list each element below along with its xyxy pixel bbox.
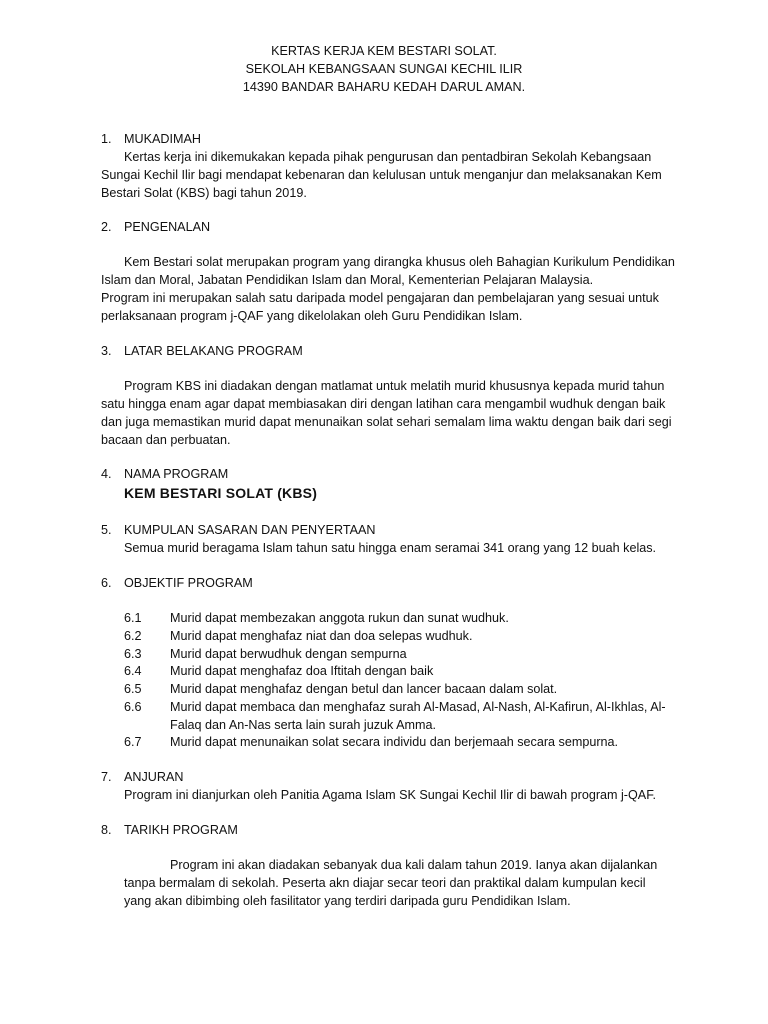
objective-number: 6.6 <box>124 700 142 714</box>
section-4-number: 4. <box>101 467 112 481</box>
school-address: 14390 BANDAR BAHARU KEDAH DARUL AMAN. <box>242 80 526 94</box>
section-3-line: bacaan dan perbuatan. <box>101 433 231 447</box>
section-6-title: OBJEKTIF PROGRAM <box>124 576 253 590</box>
objective-text: Murid dapat berwudhuk dengan sempurna <box>170 647 407 661</box>
section-8-number: 8. <box>101 823 112 837</box>
section-7-number: 7. <box>101 770 112 784</box>
section-8-line: Program ini akan diadakan sebanyak dua kali dalam tahun 2019. Ianya akan dijalankan <box>170 858 658 872</box>
objective-number: 6.7 <box>124 735 142 749</box>
objective-number: 6.2 <box>124 629 142 643</box>
section-3-number: 3. <box>101 344 112 358</box>
section-1-line: Sungai Kechil Ilir bagi mendapat kebenaran dan kelulusan untuk menganjur dan melaksanakan Kem <box>101 168 662 182</box>
section-7-text: Program ini dianjurkan oleh Panitia Agama Islam SK Sungai Kechil Ilir di bawah program j-QAF. <box>124 788 656 802</box>
section-3-line: Program KBS ini diadakan dengan matlamat untuk melatih murid khususnya kepada murid tahun <box>124 379 665 393</box>
section-3-title: LATAR BELAKANG PROGRAM <box>124 344 303 358</box>
objective-text: Murid dapat menunaikan solat secara individu dan berjemaah secara sempurna. <box>170 735 619 749</box>
section-2-line: perlaksanaan program j-QAF yang dikelolakan oleh Guru Pendidikan Islam. <box>101 309 523 323</box>
objective-number: 6.5 <box>124 682 142 696</box>
section-2-line: Islam dan Moral, Jabatan Pendidikan Islam dan Moral, Kementerian Pelajaran Malaysia. <box>101 273 594 287</box>
section-2-number: 2. <box>101 220 112 234</box>
section-1-title: MUKADIMAH <box>124 132 201 146</box>
section-2-line: Kem Bestari solat merupakan program yang dirangka khusus oleh Bahagian Kurikulum Pendidikan <box>124 255 675 269</box>
objective-text: Murid dapat menghafaz niat dan doa selepas wudhuk. <box>170 629 473 643</box>
objective-number: 6.1 <box>124 611 142 625</box>
program-name: KEM BESTARI SOLAT (KBS) <box>124 485 318 501</box>
objective-text-continued: Falaq dan An-Nas serta lain surah juzuk Amma. <box>170 718 436 732</box>
section-8-line: yang akan dibimbing oleh fasilitator yang terdiri daripada guru Pendidikan Islam. <box>124 894 571 908</box>
section-7-title: ANJURAN <box>124 770 184 784</box>
objective-number: 6.4 <box>124 664 142 678</box>
objective-text: Murid dapat menghafaz doa Iftitah dengan baik <box>170 664 434 678</box>
section-1-line: Bestari Solat (KBS) bagi tahun 2019. <box>101 186 307 200</box>
objective-number: 6.3 <box>124 647 142 661</box>
objective-text: Murid dapat membezakan anggota rukun dan sunat wudhuk. <box>170 611 509 625</box>
section-4-title: NAMA PROGRAM <box>124 467 229 481</box>
objective-text: Murid dapat membaca dan menghafaz surah Al-Masad, Al-Nash, Al-Kafirun, Al-Ikhlas, Al- <box>170 700 666 714</box>
document-title: KERTAS KERJA KEM BESTARI SOLAT. <box>271 44 497 58</box>
section-5-text: Semua murid beragama Islam tahun satu hingga enam seramai 341 orang yang 12 buah kelas. <box>124 541 657 555</box>
section-2-line: Program ini merupakan salah satu daripada model pengajaran dan pembelajaran yang sesuai untuk <box>101 291 659 305</box>
section-3-line: dan juga memastikan murid dapat menunaikan solat sehari semalam lima waktu dengan baik dari segi <box>101 415 672 429</box>
section-3-line: satu hingga enam agar dapat membiasakan diri dengan latihan cara mengambil wudhuk dengan baik <box>101 397 666 411</box>
section-6-number: 6. <box>101 576 112 590</box>
section-5-title: KUMPULAN SASARAN DAN PENYERTAAN <box>124 523 376 537</box>
section-1-line: Kertas kerja ini dikemukakan kepada pihak pengurusan dan pentadbiran Sekolah Kebangsaan <box>124 150 652 164</box>
school-name: SEKOLAH KEBANGSAAN SUNGAI KECHIL ILIR <box>245 62 523 76</box>
section-8-line: tanpa bermalam di sekolah. Peserta akn diajar secar teori dan praktikal dalam kumpulan kecil <box>124 876 646 890</box>
section-2-title: PENGENALAN <box>124 220 211 234</box>
objective-text: Murid dapat menghafaz dengan betul dan lancer bacaan dalam solat. <box>170 682 558 696</box>
section-5-number: 5. <box>101 523 112 537</box>
section-8-title: TARIKH PROGRAM <box>124 823 238 837</box>
section-1-number: 1. <box>101 132 112 146</box>
